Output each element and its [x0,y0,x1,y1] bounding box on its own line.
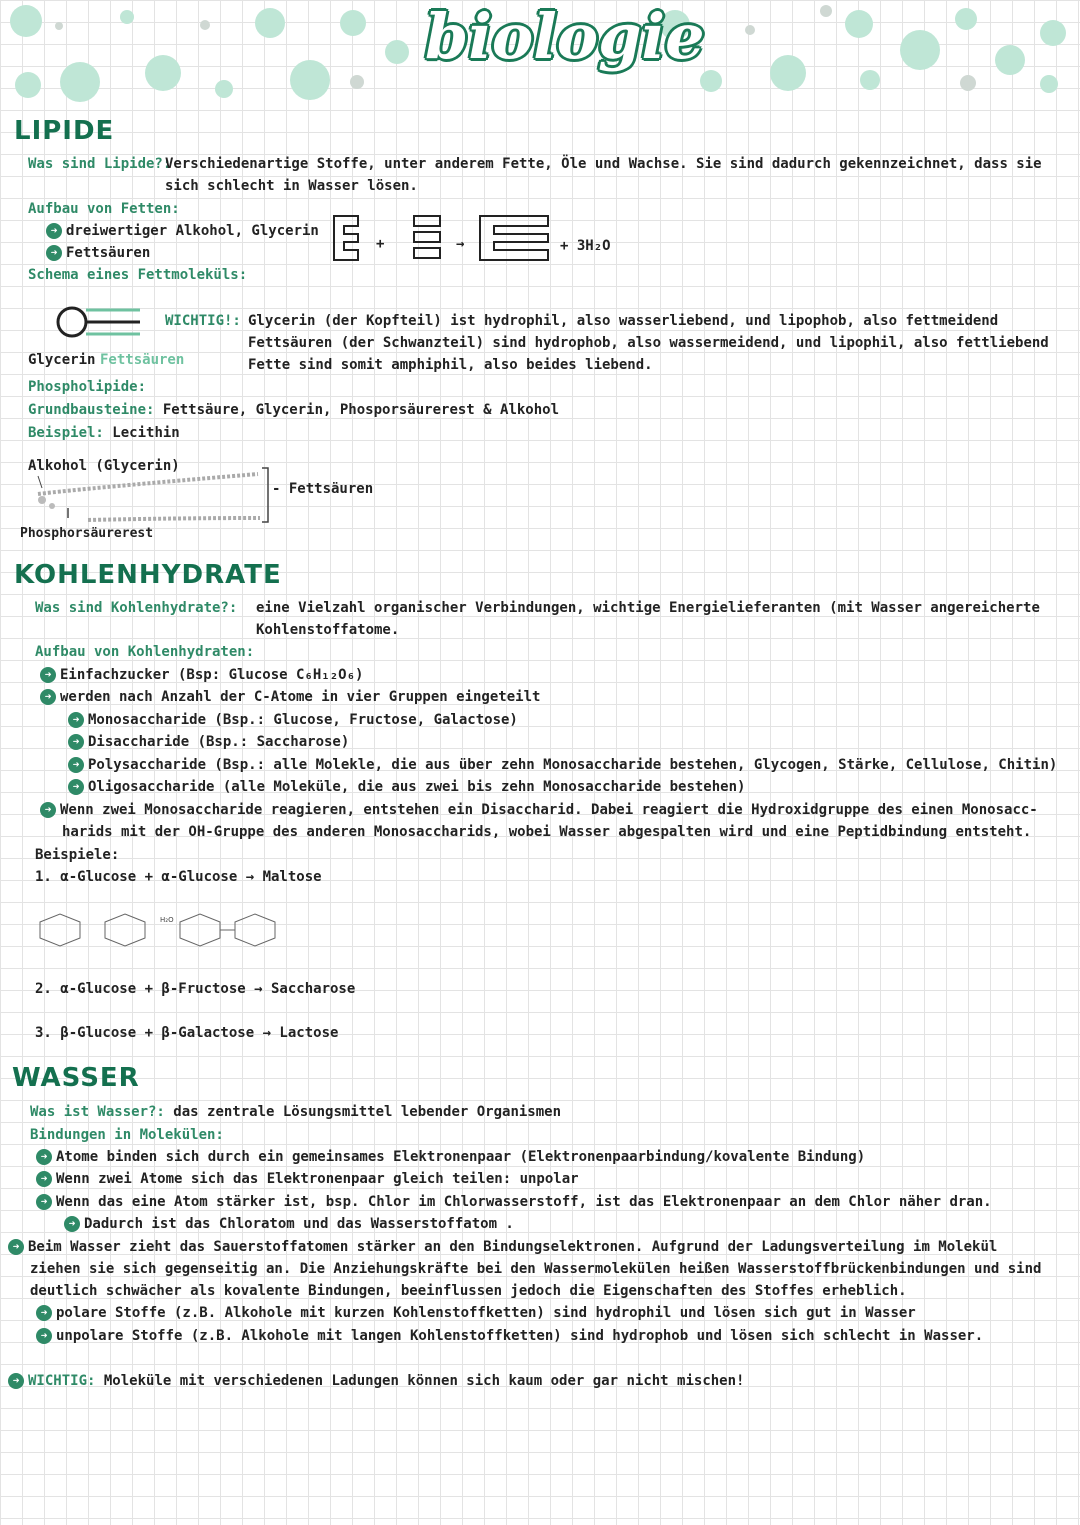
unpolar-item: ➜ unpolare Stoffe (z.B. Alkohole mit langen Kohlenstoffketten) sind hydrophob und lösen sich schlecht in Wasser. [36,1328,983,1344]
reaction-water: + 3H₂O [560,238,611,254]
kh-sub-item: ➜ Monosaccharide (Bsp.: Glucose, Fructose, Galactose) [68,712,518,728]
wichtig-line: Glycerin (der Kopfteil) ist hydrophil, also wasserliebend, und lipophob, also fettmeidend [248,313,999,329]
wasser-item: ➜ Atome binden sich durch ein gemeinsames Elektronenpaar (Elektronenpaarbindung/kovalente Bindung) [36,1149,865,1165]
arrow-icon: ➜ [8,1239,24,1255]
example-lactose: 3. β-Glucose + β-Galactose → Lactose [35,1025,339,1041]
wasser-sub-item: ➜ Dadurch ist das Chloratom und das Wasserstoffatom . [64,1216,514,1232]
fettsaeuren-caption: Fettsäuren [100,352,185,368]
wasser-item: ➜ Wenn das eine Atom stärker ist, bsp. Chlor im Chlorwasserstoff, ist das Elektronenpaar an dem Chlor näher dran. [36,1194,992,1210]
kohlenhydrate-heading: KOHLENHYDRATE [14,560,282,590]
fett-symbol [480,216,548,260]
reaction-plus: + [376,236,385,252]
arrow-icon: ➜ [36,1305,52,1321]
kh-sub-item: ➜ Disaccharide (Bsp.: Saccharose) [68,734,349,750]
wasser-paragraph: ➜ Beim Wasser zieht das Sauerstoffatomen stärker an den Bindungselektronen. Aufgrund der Ladungsverteilung im Molekül [8,1239,997,1255]
arrow-icon: ➜ [68,712,84,728]
wichtig-line: Fettsäuren (der Schwanzteil) sind hydrophob, also wassermeidend, und lipophil, also fettliebend [248,335,1049,351]
glycerin-symbol [334,216,358,260]
wasser-heading: WASSER [12,1063,140,1093]
kh-item: ➜ Wenn zwei Monosaccharide reagieren, entstehen ein Disaccharid. Dabei reagiert die Hydroxidgruppe des einen Monosacc- [40,802,1038,818]
wasser-paragraph-line: ziehen sie sich gegenseitig an. Die Anziehungskräfte bei den Wassermolekülen heißen Wasserstoffbrückenbindungen und sind [30,1261,1042,1277]
water-label: H₂O [160,916,174,924]
arrow-icon: ➜ [40,689,56,705]
kh-aufbau-label: Aufbau von Kohlenhydraten: [35,644,255,660]
page-title: biologie [425,0,705,73]
wasser-item: ➜ Wenn zwei Atome sich das Elektronenpaar gleich teilen: unpolar [36,1171,579,1187]
fat-reaction-diagram [330,212,550,278]
arrow-icon: ➜ [36,1149,52,1165]
glycerin-caption: Glycerin [28,352,96,368]
beispiel: Beispiel: Lecithin [28,425,180,441]
fettsaeuren-bracket-label: - Fettsäuren [272,481,374,497]
wichtig-label: WICHTIG!: [165,313,241,329]
lipide-answer-line1: Verschiedenartige Stoffe, unter anderem Fette, Öle und Wachse. Sie sind dadurch gekennzeichnet, dass sie [165,156,1042,172]
fetten-aufbau-label: Aufbau von Fetten: [28,201,180,217]
fat-molecule-schema [52,302,144,344]
phosphor-label: Phosphorsäurerest [20,526,154,541]
arrow-icon: ➜ [36,1194,52,1210]
lipide-question-label: Was sind Lipide?: [28,156,172,172]
phospholipide-label: Phospholipide: [28,379,147,395]
wichtig-line: Fette sind somit amphiphil, also beides liebend. [248,357,653,373]
fetten-aufbau-item: ➜ dreiwertiger Alkohol, Glycerin [46,223,319,239]
fettsaeuren-symbol [414,216,440,258]
alkohol-label: Alkohol (Glycerin) [28,458,180,474]
lipide-heading: LIPIDE [14,116,115,146]
arrow-icon: ➜ [40,802,56,818]
bindungen-label: Bindungen in Molekülen: [30,1127,224,1143]
kh-sub-item: ➜ Oligosaccharide (alle Moleküle, die aus zwei bis zehn Monosaccharide bestehen) [68,779,745,795]
example-maltose: 1. α-Glucose + α-Glucose → Maltose [35,869,322,885]
kh-answer-line1: eine Vielzahl organischer Verbindungen, wichtige Energielieferanten (mit Wasser angereicherte [256,600,1040,616]
kh-answer-line2: Kohlenstoffatome. [256,622,400,638]
arrow-icon: ➜ [68,779,84,795]
kh-question-label: Was sind Kohlenhydrate?: [35,600,238,616]
wasser-wichtig: ➜ WICHTIG: Moleküle mit verschiedenen Ladungen können sich kaum oder gar nicht mischen! [8,1373,744,1389]
arrow-icon: ➜ [68,757,84,773]
grundbausteine: Grundbausteine: Fettsäure, Glycerin, Phosporsäurerest & Alkohol [28,402,560,418]
kh-sub-item: ➜ Polysaccharide (Bsp.: alle Molekle, die aus über zehn Monosaccharide bestehen, Glycogen, Stärke, Cellulose, Chitin) [68,757,1057,773]
schema-label: Schema eines Fettmoleküls: [28,267,248,283]
arrow-icon: ➜ [46,245,62,261]
polar-item: ➜ polare Stoffe (z.B. Alkohole mit kurzen Kohlenstoffketten) sind hydrophil und lösen sich gut in Wasser [36,1305,916,1321]
reaction-arrow: → [456,236,465,252]
arrow-icon: ➜ [36,1171,52,1187]
lipide-answer-line2: sich schlecht in Wasser lösen. [165,178,418,194]
kh-item: ➜ werden nach Anzahl der C-Atome in vier Gruppen eingeteilt [40,689,540,705]
example-saccharose: 2. α-Glucose + β-Fructose → Saccharose [35,981,356,997]
maltose-structure [30,902,280,954]
kh-item-cont: harids mit der OH-Gruppe des anderen Monosaccharids, wobei Wasser abgespalten wird und eine Peptidbindung entsteht. [62,824,1032,840]
kh-item: ➜ Einfachzucker (Bsp: Glucose C₆H₁₂O₆) [40,667,363,683]
fetten-aufbau-item: ➜ Fettsäuren [46,245,150,261]
arrow-icon: ➜ [68,734,84,750]
wasser-question: Was ist Wasser?: das zentrale Lösungsmittel lebender Organismen [30,1104,562,1120]
arrow-icon: ➜ [64,1216,80,1232]
arrow-icon: ➜ [40,667,56,683]
arrow-icon: ➜ [8,1373,24,1389]
arrow-icon: ➜ [36,1328,52,1344]
lecithin-diagram [28,462,278,524]
wasser-paragraph-line: deutlich schwächer als kovalente Bindungen, beeinflussen jedoch die Eigenschaften des Stoffes erheblich. [30,1283,907,1299]
arrow-icon: ➜ [46,223,62,239]
beispiele-label: Beispiele: [35,847,120,863]
